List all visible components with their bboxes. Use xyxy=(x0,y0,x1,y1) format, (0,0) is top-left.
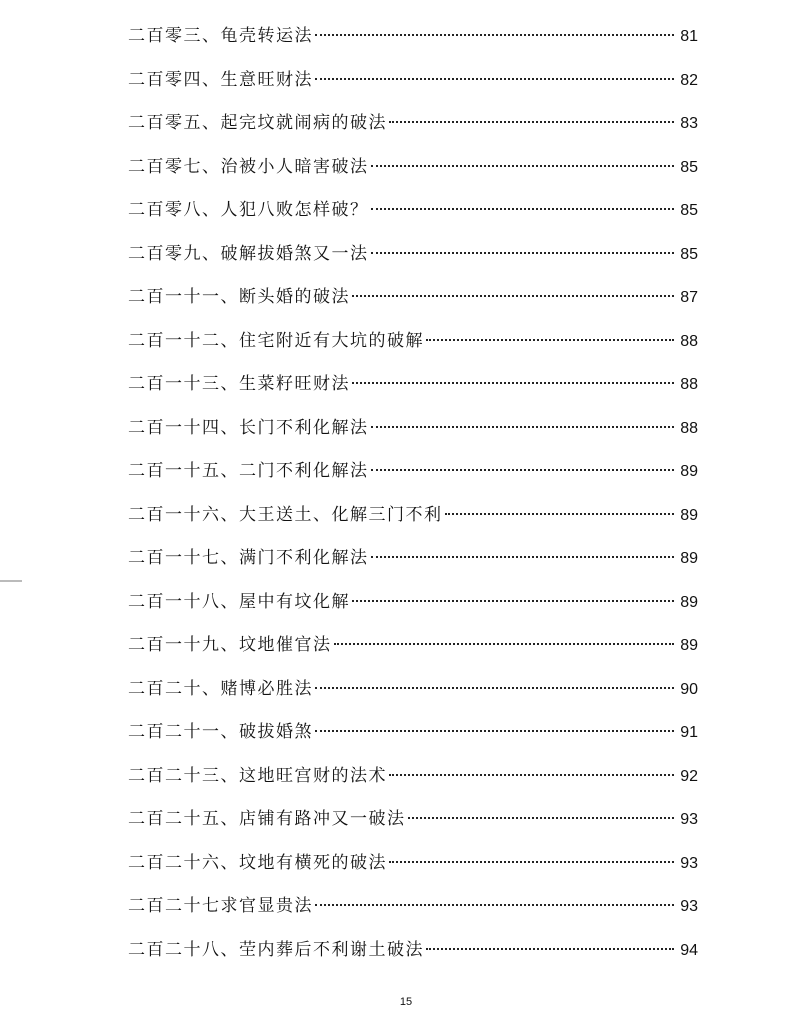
toc-leader-dots xyxy=(315,904,674,906)
toc-leader-dots xyxy=(315,34,674,36)
toc-entry-page: 93 xyxy=(680,854,698,872)
toc-entry xyxy=(128,497,698,541)
toc-leader-dots xyxy=(371,165,675,167)
toc-entry xyxy=(128,888,698,932)
toc-entry-title: 二百一十四、长门不利化解法 xyxy=(128,417,369,438)
toc-entry xyxy=(128,932,698,976)
toc-entry-page: 89 xyxy=(680,593,698,611)
toc-entry-title: 二百零三、龟壳转运法 xyxy=(128,26,313,46)
toc-entry xyxy=(128,671,698,715)
toc-entry-title: 二百二十八、茔内葬后不利谢土破法 xyxy=(128,939,424,960)
toc-entry-page: 82 xyxy=(680,71,698,89)
toc-entry xyxy=(128,410,698,454)
toc-entry-page: 83 xyxy=(680,115,698,132)
toc-entry-page: 91 xyxy=(680,724,698,741)
toc-entry-title: 二百二十一、破拔婚煞 xyxy=(128,722,313,742)
toc-entry xyxy=(128,149,698,193)
toc-entry xyxy=(128,192,698,236)
toc-entry xyxy=(128,236,698,280)
toc-entry-page: 89 xyxy=(680,550,698,567)
toc-entry xyxy=(128,62,698,106)
toc-leader-dots xyxy=(445,513,675,515)
toc-entry-page: 94 xyxy=(680,941,698,959)
toc-leader-dots xyxy=(315,730,674,732)
toc-entry-page: 88 xyxy=(680,332,698,350)
toc-entry-title: 二百二十七求官显贵法 xyxy=(128,896,313,916)
toc-entry xyxy=(128,105,698,149)
toc-entry xyxy=(128,540,698,584)
toc-entry-page: 93 xyxy=(680,898,698,915)
toc-entry-title: 二百二十六、坟地有横死的破法 xyxy=(128,852,387,873)
toc-leader-dots xyxy=(426,948,674,950)
toc-leader-dots xyxy=(334,643,675,645)
toc-entry-title: 二百一十八、屋中有坟化解 xyxy=(128,591,350,612)
table-of-contents xyxy=(128,18,698,975)
toc-entry-title: 二百二十三、这地旺宫财的法术 xyxy=(128,765,387,786)
toc-entry-title: 二百一十五、二门不利化解法 xyxy=(128,461,369,481)
toc-entry-title: 二百一十六、大王送土、化解三门不利 xyxy=(128,504,443,525)
toc-entry-page: 88 xyxy=(680,419,698,437)
page-number: 15 xyxy=(399,996,413,1008)
toc-entry-page: 81 xyxy=(680,28,698,45)
toc-leader-dots xyxy=(389,121,674,123)
toc-entry-page: 89 xyxy=(680,463,698,480)
toc-entry-page: 92 xyxy=(680,767,698,785)
toc-leader-dots xyxy=(408,817,675,819)
toc-entry-page: 85 xyxy=(680,158,698,176)
toc-entry-title: 二百二十、赌博必胜法 xyxy=(128,678,313,699)
toc-entry-title: 二百零七、治被小人暗害破法 xyxy=(128,156,369,177)
toc-leader-dots xyxy=(389,861,674,863)
toc-entry-title: 二百零九、破解拔婚煞又一法 xyxy=(128,243,369,264)
toc-leader-dots xyxy=(371,426,675,428)
toc-entry-page: 90 xyxy=(680,680,698,698)
toc-entry-page: 89 xyxy=(680,637,698,654)
toc-entry-title: 二百一十三、生菜籽旺财法 xyxy=(128,374,350,394)
toc-entry-title: 二百一十一、断头婚的破法 xyxy=(128,287,350,307)
toc-entry-page: 88 xyxy=(680,376,698,393)
toc-entry xyxy=(128,279,698,323)
toc-entry xyxy=(128,801,698,845)
toc-leader-dots xyxy=(389,774,674,776)
toc-entry xyxy=(128,758,698,802)
toc-leader-dots xyxy=(371,556,675,558)
toc-entry-page: 93 xyxy=(680,811,698,828)
toc-entry-page: 85 xyxy=(680,202,698,219)
toc-leader-dots xyxy=(352,295,674,297)
toc-entry xyxy=(128,323,698,367)
toc-leader-dots xyxy=(352,382,674,384)
toc-leader-dots xyxy=(352,600,674,602)
toc-entry-page: 89 xyxy=(680,506,698,524)
toc-entry xyxy=(128,845,698,889)
toc-entry-title: 二百零四、生意旺财法 xyxy=(128,69,313,90)
toc-entry-title: 二百零八、人犯八败怎样破？ xyxy=(128,200,369,220)
toc-leader-dots xyxy=(315,687,674,689)
toc-leader-dots xyxy=(315,78,674,80)
scan-artifact-line xyxy=(0,580,22,582)
toc-entry xyxy=(128,366,698,410)
toc-entry xyxy=(128,584,698,628)
toc-entry-title: 二百二十五、店铺有路冲又一破法 xyxy=(128,809,406,829)
toc-entry xyxy=(128,714,698,758)
toc-entry-page: 87 xyxy=(680,289,698,306)
toc-leader-dots xyxy=(371,208,675,210)
toc-entry xyxy=(128,18,698,62)
toc-entry-page: 85 xyxy=(680,245,698,263)
toc-leader-dots xyxy=(426,339,674,341)
toc-entry xyxy=(128,453,698,497)
toc-entry-title: 二百一十七、满门不利化解法 xyxy=(128,548,369,568)
toc-entry-title: 二百一十九、坟地催官法 xyxy=(128,635,332,655)
toc-leader-dots xyxy=(371,252,675,254)
toc-entry-title: 二百零五、起完坟就闹病的破法 xyxy=(128,113,387,133)
toc-entry-title: 二百一十二、住宅附近有大坑的破解 xyxy=(128,330,424,351)
toc-entry xyxy=(128,627,698,671)
toc-leader-dots xyxy=(371,469,675,471)
